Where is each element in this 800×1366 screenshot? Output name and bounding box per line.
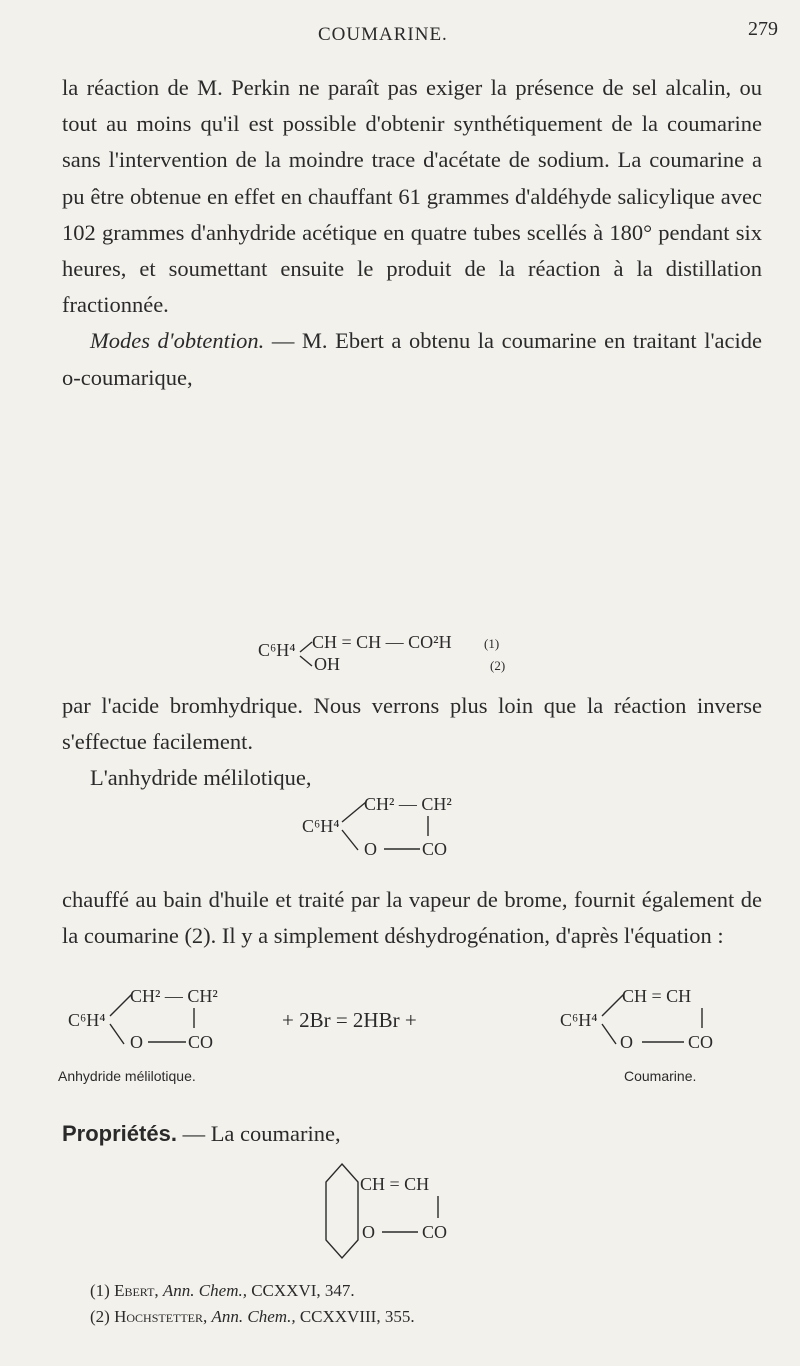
- ring-o: O: [362, 1222, 375, 1242]
- eq-right-o: O: [620, 1032, 633, 1052]
- running-title: COUMARINE.: [318, 24, 448, 45]
- paragraph-perkin: la réaction de M. Perkin ne paraît pas exiger la présence de sel alcalin, ou tout au moins qu'il est possible d'obtenir synthétiquement de la coumarine sans l'intervention de la moindre trace d'acétate de sodium. La coumarine a pu être obtenue en effet en chauffant 61 grammes d'aldéhyde salicylique avec 102 grammes d'anhydride acétique en quatre tubes scellés à 180° pendant six heures, et soumettant ensuite le produit de la réaction à la distillation fractionnée.: [62, 75, 762, 318]
- formula-o: O: [364, 839, 377, 859]
- body-text-block-3: [62, 882, 762, 954]
- paragraph-proprietes-text: — La coumarine,: [176, 1121, 341, 1146]
- body-text-block-2: [62, 688, 762, 797]
- paragraph-brome: chauffé au bain d'huile et traité par la vapeur de brome, fournit également de la coumarine (2). Il y a simplement déshydrogénation, d'après l'équation :: [62, 887, 762, 949]
- formula-oh: OH: [314, 654, 340, 674]
- footnote-journal: Ann. Chem.,: [211, 1307, 296, 1326]
- heading-proprietes: Propriétés.: [62, 1121, 177, 1146]
- body-text-block-1: [62, 70, 762, 396]
- paragraph-ebert-text: — M. Ebert a obtenu la coumarine en traitant l'acide o-coumarique,: [62, 328, 762, 390]
- ring-ch-ch: CH = CH: [360, 1174, 430, 1194]
- footnote-ref: CCXXVIII, 355.: [299, 1307, 415, 1326]
- paragraph-modes-obtention: [62, 323, 762, 395]
- eq-left-top: CH² — CH²: [130, 986, 218, 1006]
- page-number: 279: [748, 18, 778, 40]
- paragraph-proprietes: [62, 1116, 762, 1152]
- equation-dehydrogenation: [52, 986, 772, 1096]
- footnote: [90, 1304, 415, 1330]
- formula-co: CO: [422, 839, 448, 859]
- footnote-number: (2): [90, 1307, 110, 1326]
- footnote-journal: Ann. Chem.,: [162, 1281, 247, 1300]
- formula-coumarin-ring: [322, 1160, 522, 1270]
- eq-left-c6h4: C⁶H⁴: [68, 1010, 106, 1030]
- formula-c6h4: C⁶H⁴: [302, 816, 340, 836]
- formula-note-2: (2): [490, 658, 506, 673]
- eq-label-right: Coumarine.: [624, 1068, 697, 1084]
- formula-top-chain: CH = CH — CO²H: [312, 632, 452, 652]
- page-header: [0, 14, 800, 54]
- eq-label-left: Anhydride mélilotique.: [58, 1068, 196, 1084]
- eq-right-top: CH = CH: [622, 986, 692, 1006]
- eq-middle: + 2Br = 2HBr +: [282, 1008, 417, 1032]
- formula-c6h4: C⁶H⁴: [258, 640, 296, 660]
- runin-modes-obtention: Modes d'obtention.: [90, 328, 265, 354]
- formula-coumaric-acid: [258, 634, 558, 678]
- footnotes: [90, 1278, 415, 1330]
- footnote-number: (1): [90, 1281, 110, 1300]
- paragraph-bromhydrique: par l'acide bromhydrique. Nous verrons plus loin que la réaction inverse s'effectue facilement.: [62, 693, 762, 755]
- body-text-block-4: [62, 1116, 762, 1152]
- formula-note-1: (1): [484, 636, 500, 651]
- footnote-author: Ebert,: [114, 1281, 159, 1300]
- footnote: [90, 1278, 415, 1304]
- footnote-author: Hochstetter,: [114, 1307, 208, 1326]
- formula-melilotic-anhydride: [302, 794, 502, 864]
- ring-co: CO: [422, 1222, 448, 1242]
- formula-ch2-chain: CH² — CH²: [364, 794, 452, 814]
- eq-right-c6h4: C⁶H⁴: [560, 1010, 598, 1030]
- eq-left-co: CO: [188, 1032, 214, 1052]
- footnote-ref: CCXXVI, 347.: [251, 1281, 355, 1300]
- eq-right-co: CO: [688, 1032, 714, 1052]
- benzene-ring-icon: [322, 1160, 362, 1270]
- eq-left-o: O: [130, 1032, 143, 1052]
- paragraph-anhydride: L'anhydride mélilotique,: [90, 765, 312, 791]
